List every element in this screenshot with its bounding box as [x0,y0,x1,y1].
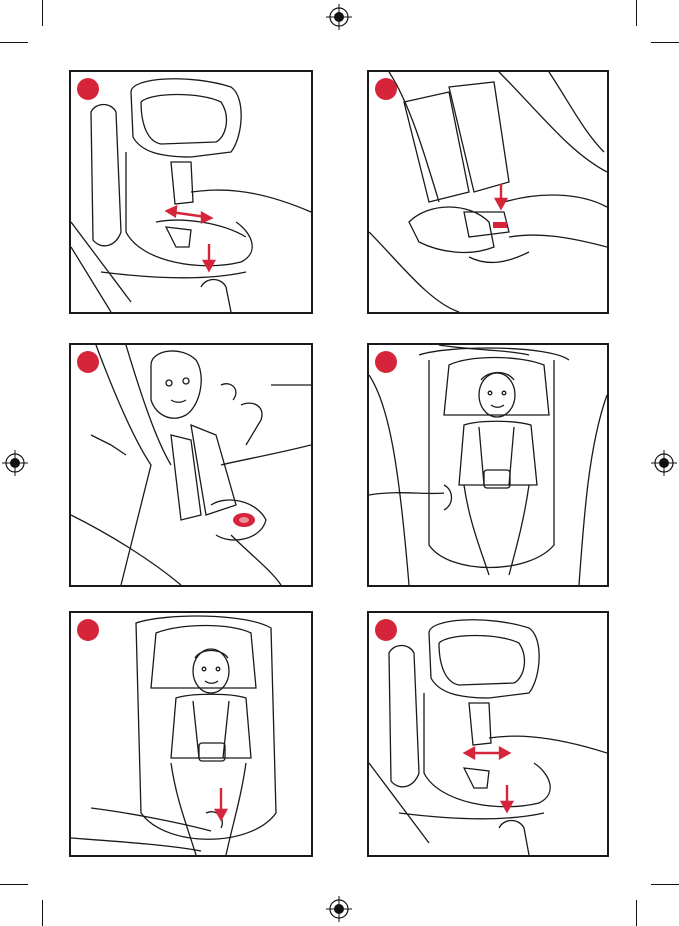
crop-mark-icon [0,884,28,885]
child-seated-illustration [369,345,607,585]
crop-mark-icon [636,900,637,926]
harness-adjust-illustration [71,72,311,312]
illustration-panel-5 [69,611,313,857]
step-marker-icon [77,78,99,100]
crop-mark-icon [651,884,679,885]
crop-mark-icon [42,900,43,926]
illustration-panel-2 [367,70,609,314]
crop-mark-icon [636,0,637,26]
registration-mark-icon [326,896,352,922]
registration-mark-icon [326,4,352,30]
crop-mark-icon [0,42,28,43]
crop-mark-icon [42,0,43,26]
step-marker-icon [375,78,397,100]
harness-release-illustration [369,613,607,855]
illustration-panel-3 [69,343,313,587]
buckle-insert-illustration [369,72,607,312]
baby-buckle-illustration [71,345,311,585]
step-marker-icon [375,351,397,373]
step-marker-icon [77,351,99,373]
strap-tighten-illustration [71,613,311,855]
illustration-panel-1 [69,70,313,314]
registration-mark-icon [2,450,28,476]
step-marker-icon [77,619,99,641]
step-marker-icon [375,619,397,641]
illustration-panel-4 [367,343,609,587]
illustration-panel-6 [367,611,609,857]
crop-mark-icon [651,42,679,43]
registration-mark-icon [651,450,677,476]
